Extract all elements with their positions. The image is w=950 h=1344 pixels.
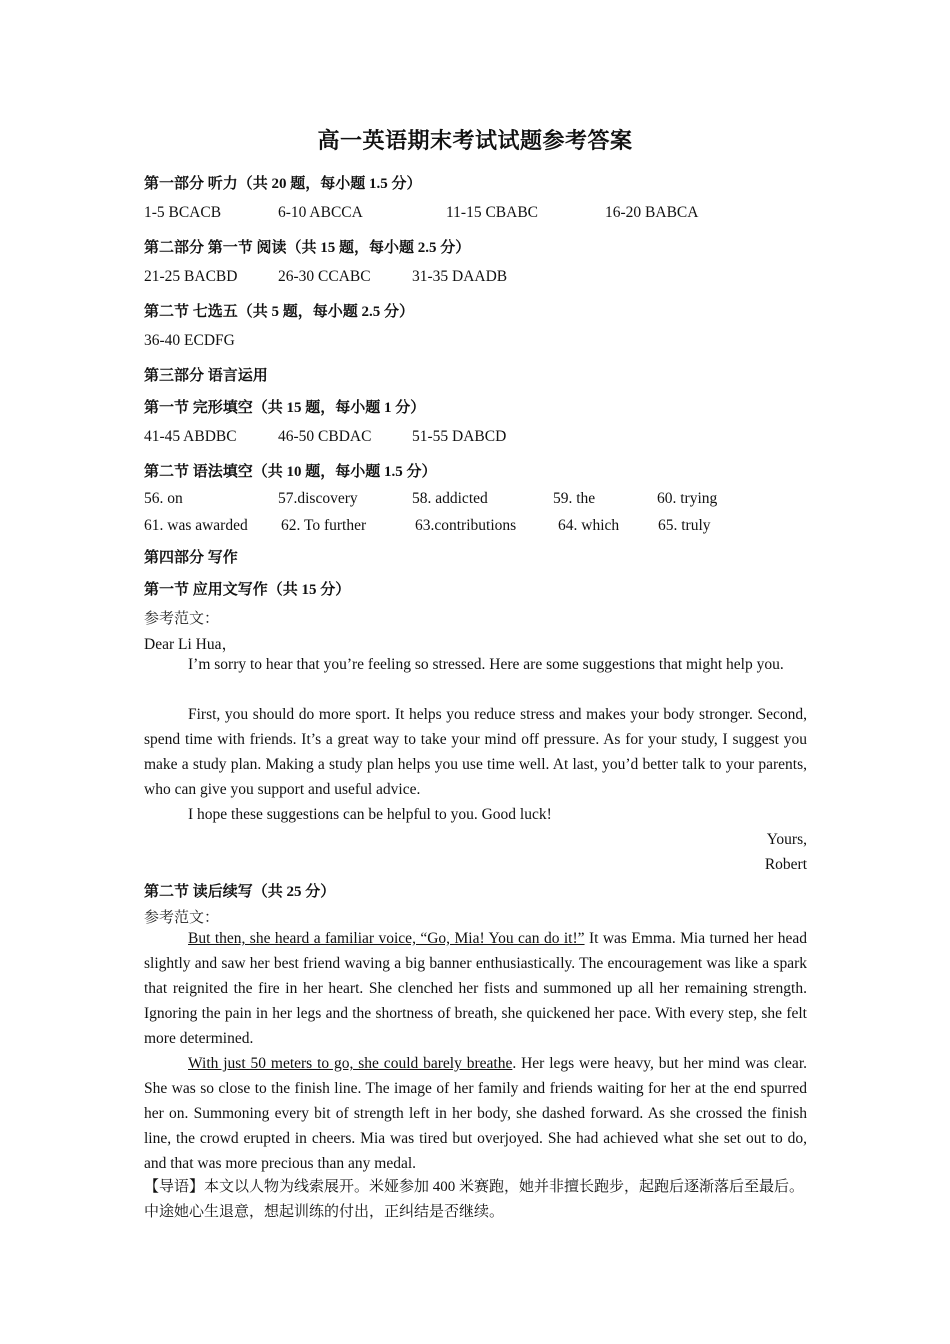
part3-heading: 第三部分 语言运用 xyxy=(144,368,268,384)
answer-group: 51-55 DABCD xyxy=(412,428,507,445)
letter-heading: 第一节 应用文写作（共 15 分） xyxy=(144,582,351,598)
grammar-answer: 63.contributions xyxy=(415,517,517,534)
grammar-answer: 58. addicted xyxy=(412,490,488,507)
paragraph-body: It was Emma. Mia turned her head slightly and saw her best friend waving a big banner enthusiastically. The encouragement was like a spark that reignited the fire in her heart. She clenched her fists and summoned up all her remaining strength. Ignoring the pain in her legs and the shortness of breath, she quickened her pace. With every step, she felt more determined. xyxy=(144,930,807,1047)
grammar-answer: 62. To further xyxy=(281,517,367,534)
answer-group: 11-15 CBABC xyxy=(446,204,539,221)
part4-heading: 第四部分 写作 xyxy=(144,550,238,566)
answer-group: 41-45 ABDBC xyxy=(144,428,237,445)
part1-heading: 第一部分 听力（共 20 题，每小题 1.5 分） xyxy=(144,176,422,192)
answer-group: 36-40 ECDFG xyxy=(144,332,235,349)
answer-group: 1-5 BCACB xyxy=(144,204,222,221)
letter-paragraph-2: First, you should do more sport. It helps you reduce stress and makes your body stronger. Second, spend time with friends. It’s a great way to take your mind off pressure. As for your study, I suggest you make a study plan. Making a study plan helps you use time well. At last, you’d better talk to your parents, who can give you support and useful advice. xyxy=(144,706,807,798)
grammar-answer: 56. on xyxy=(144,490,183,507)
grammar-heading: 第二节 语法填空（共 10 题，每小题 1.5 分） xyxy=(144,464,437,480)
answer-group: 21-25 BACBD xyxy=(144,268,238,285)
part2-heading: 第二部分 第一节 阅读（共 15 题，每小题 2.5 分） xyxy=(144,240,471,256)
answer-group: 26-30 CCABC xyxy=(278,268,371,285)
grammar-answer: 61. was awarded xyxy=(144,517,248,534)
grammar-answer: 64. which xyxy=(558,517,620,534)
answer-group: 31-35 DAADB xyxy=(412,268,508,285)
letter-closing: Yours, xyxy=(766,831,807,848)
continuation-heading: 第二节 读后续写（共 25 分） xyxy=(144,884,336,900)
reference-label-2: 参考范文： xyxy=(144,910,220,926)
grammar-answer: 59. the xyxy=(553,490,596,507)
answer-group: 16-20 BABCA xyxy=(605,204,699,221)
letter-signature: Robert xyxy=(764,856,807,873)
cloze-heading: 第一节 完形填空（共 15 题，每小题 1 分） xyxy=(144,400,426,416)
grammar-answer: 60. trying xyxy=(657,490,718,507)
page-title: 高一英语期末考试试题参考答案 xyxy=(317,128,633,153)
grammar-answer: 65. truly xyxy=(658,517,711,534)
given-opening-sentence: With just 50 meters to go, she could barely breathe xyxy=(188,1055,513,1072)
given-opening-sentence: But then, she heard a familiar voice, “Go, Mia! You can do it!” xyxy=(188,930,585,947)
answer-group: 46-50 CBDAC xyxy=(278,428,372,445)
continuation-paragraph-2 xyxy=(144,1051,807,1176)
part2-section2-heading: 第二节 七选五（共 5 题，每小题 2.5 分） xyxy=(144,304,415,320)
letter-paragraph-3: I hope these suggestions can be helpful to you. Good luck! xyxy=(188,806,552,823)
continuation-paragraph-1 xyxy=(144,926,807,1051)
reference-label: 参考范文： xyxy=(144,611,220,627)
guide-note: 【导语】本文以人物为线索展开。米娅参加 400 米赛跑，她并非擅长跑步，起跑后逐渐落后至最后。中途她心生退意，想起训练的付出，正纠结是否继续。 xyxy=(144,1179,805,1220)
grammar-answer: 57.discovery xyxy=(278,490,358,507)
answer-group: 6-10 ABCCA xyxy=(278,204,363,221)
letter-greeting: Dear Li Hua， xyxy=(144,636,237,653)
paragraph-body: . Her legs were heavy, but her mind was clear. She was so close to the finish line. The image of her family and friends waiting for her at the end spurred her on. Summoning every bit of strength left in her body, she dashed forward. As she crossed the finish line, the crowd erupted in cheers. Mia was tired but overjoyed. She had achieved what she set out to do, and that was more precious than any medal. xyxy=(144,1055,807,1172)
letter-paragraph-1: I’m sorry to hear that you’re feeling so stressed. Here are some suggestions that might help you. xyxy=(188,656,784,673)
